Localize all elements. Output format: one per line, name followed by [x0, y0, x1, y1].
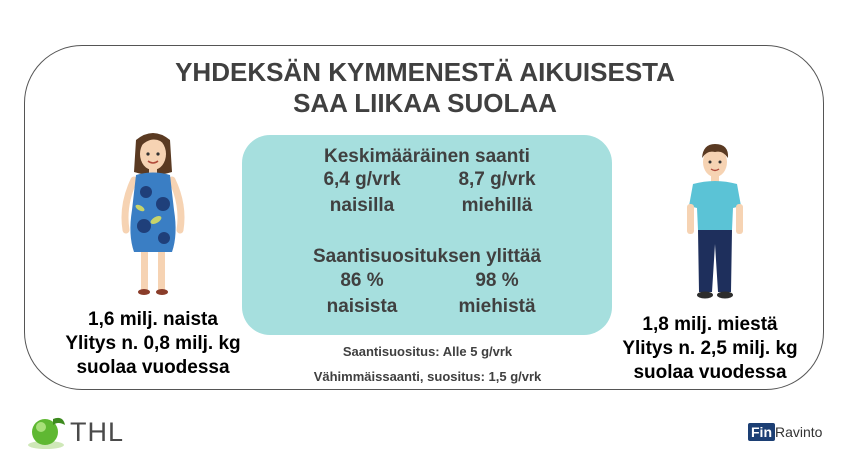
thl-logo-icon	[25, 415, 67, 451]
avg-men-label: miehillä	[461, 195, 533, 216]
woman-illustration	[108, 130, 198, 302]
fin-badge: Fin	[748, 423, 775, 441]
exceed-women-label: naisista	[326, 296, 398, 317]
exceed-men-value: 98 %	[475, 270, 519, 291]
avg-women-label: naisilla	[329, 195, 395, 216]
men-excess-unit: suolaa vuodessa	[633, 362, 787, 383]
men-stats	[605, 313, 815, 385]
title-line-1: YHDEKSÄN KYMMENESTÄ AIKUISESTA	[175, 57, 675, 87]
minimum-intake-note: Vähimmäissaanti, suositus: 1,5 g/vrk	[313, 369, 542, 384]
men-excess: Ylitys n. 2,5 milj. kg	[622, 338, 798, 359]
avg-women-value: 6,4 g/vrk	[323, 169, 401, 190]
finravinto-logo	[748, 423, 822, 441]
exceed-men-label: miehistä	[458, 296, 536, 317]
page-title	[0, 57, 850, 119]
women-stats	[48, 308, 258, 380]
intake-summary-box	[242, 135, 612, 335]
avg-men-value: 8,7 g/vrk	[458, 169, 536, 190]
exceed-heading: Saantisuosituksen ylittää	[312, 246, 542, 267]
man-illustration	[675, 140, 755, 302]
avg-intake-heading: Keskimääräinen saanti	[324, 146, 530, 167]
women-count: 1,6 milj. naista	[88, 309, 218, 330]
recommendation-note: Saantisuositus: Alle 5 g/vrk	[342, 344, 513, 359]
exceed-women-value: 86 %	[340, 270, 384, 291]
women-excess-unit: suolaa vuodessa	[76, 357, 230, 378]
thl-logo-text: THL	[70, 417, 125, 447]
women-excess: Ylitys n. 0,8 milj. kg	[65, 333, 241, 354]
men-count: 1,8 milj. miestä	[642, 314, 778, 335]
title-line-2: SAA LIIKAA SUOLAA	[293, 88, 557, 118]
ravinto-text: Ravinto	[775, 424, 823, 440]
